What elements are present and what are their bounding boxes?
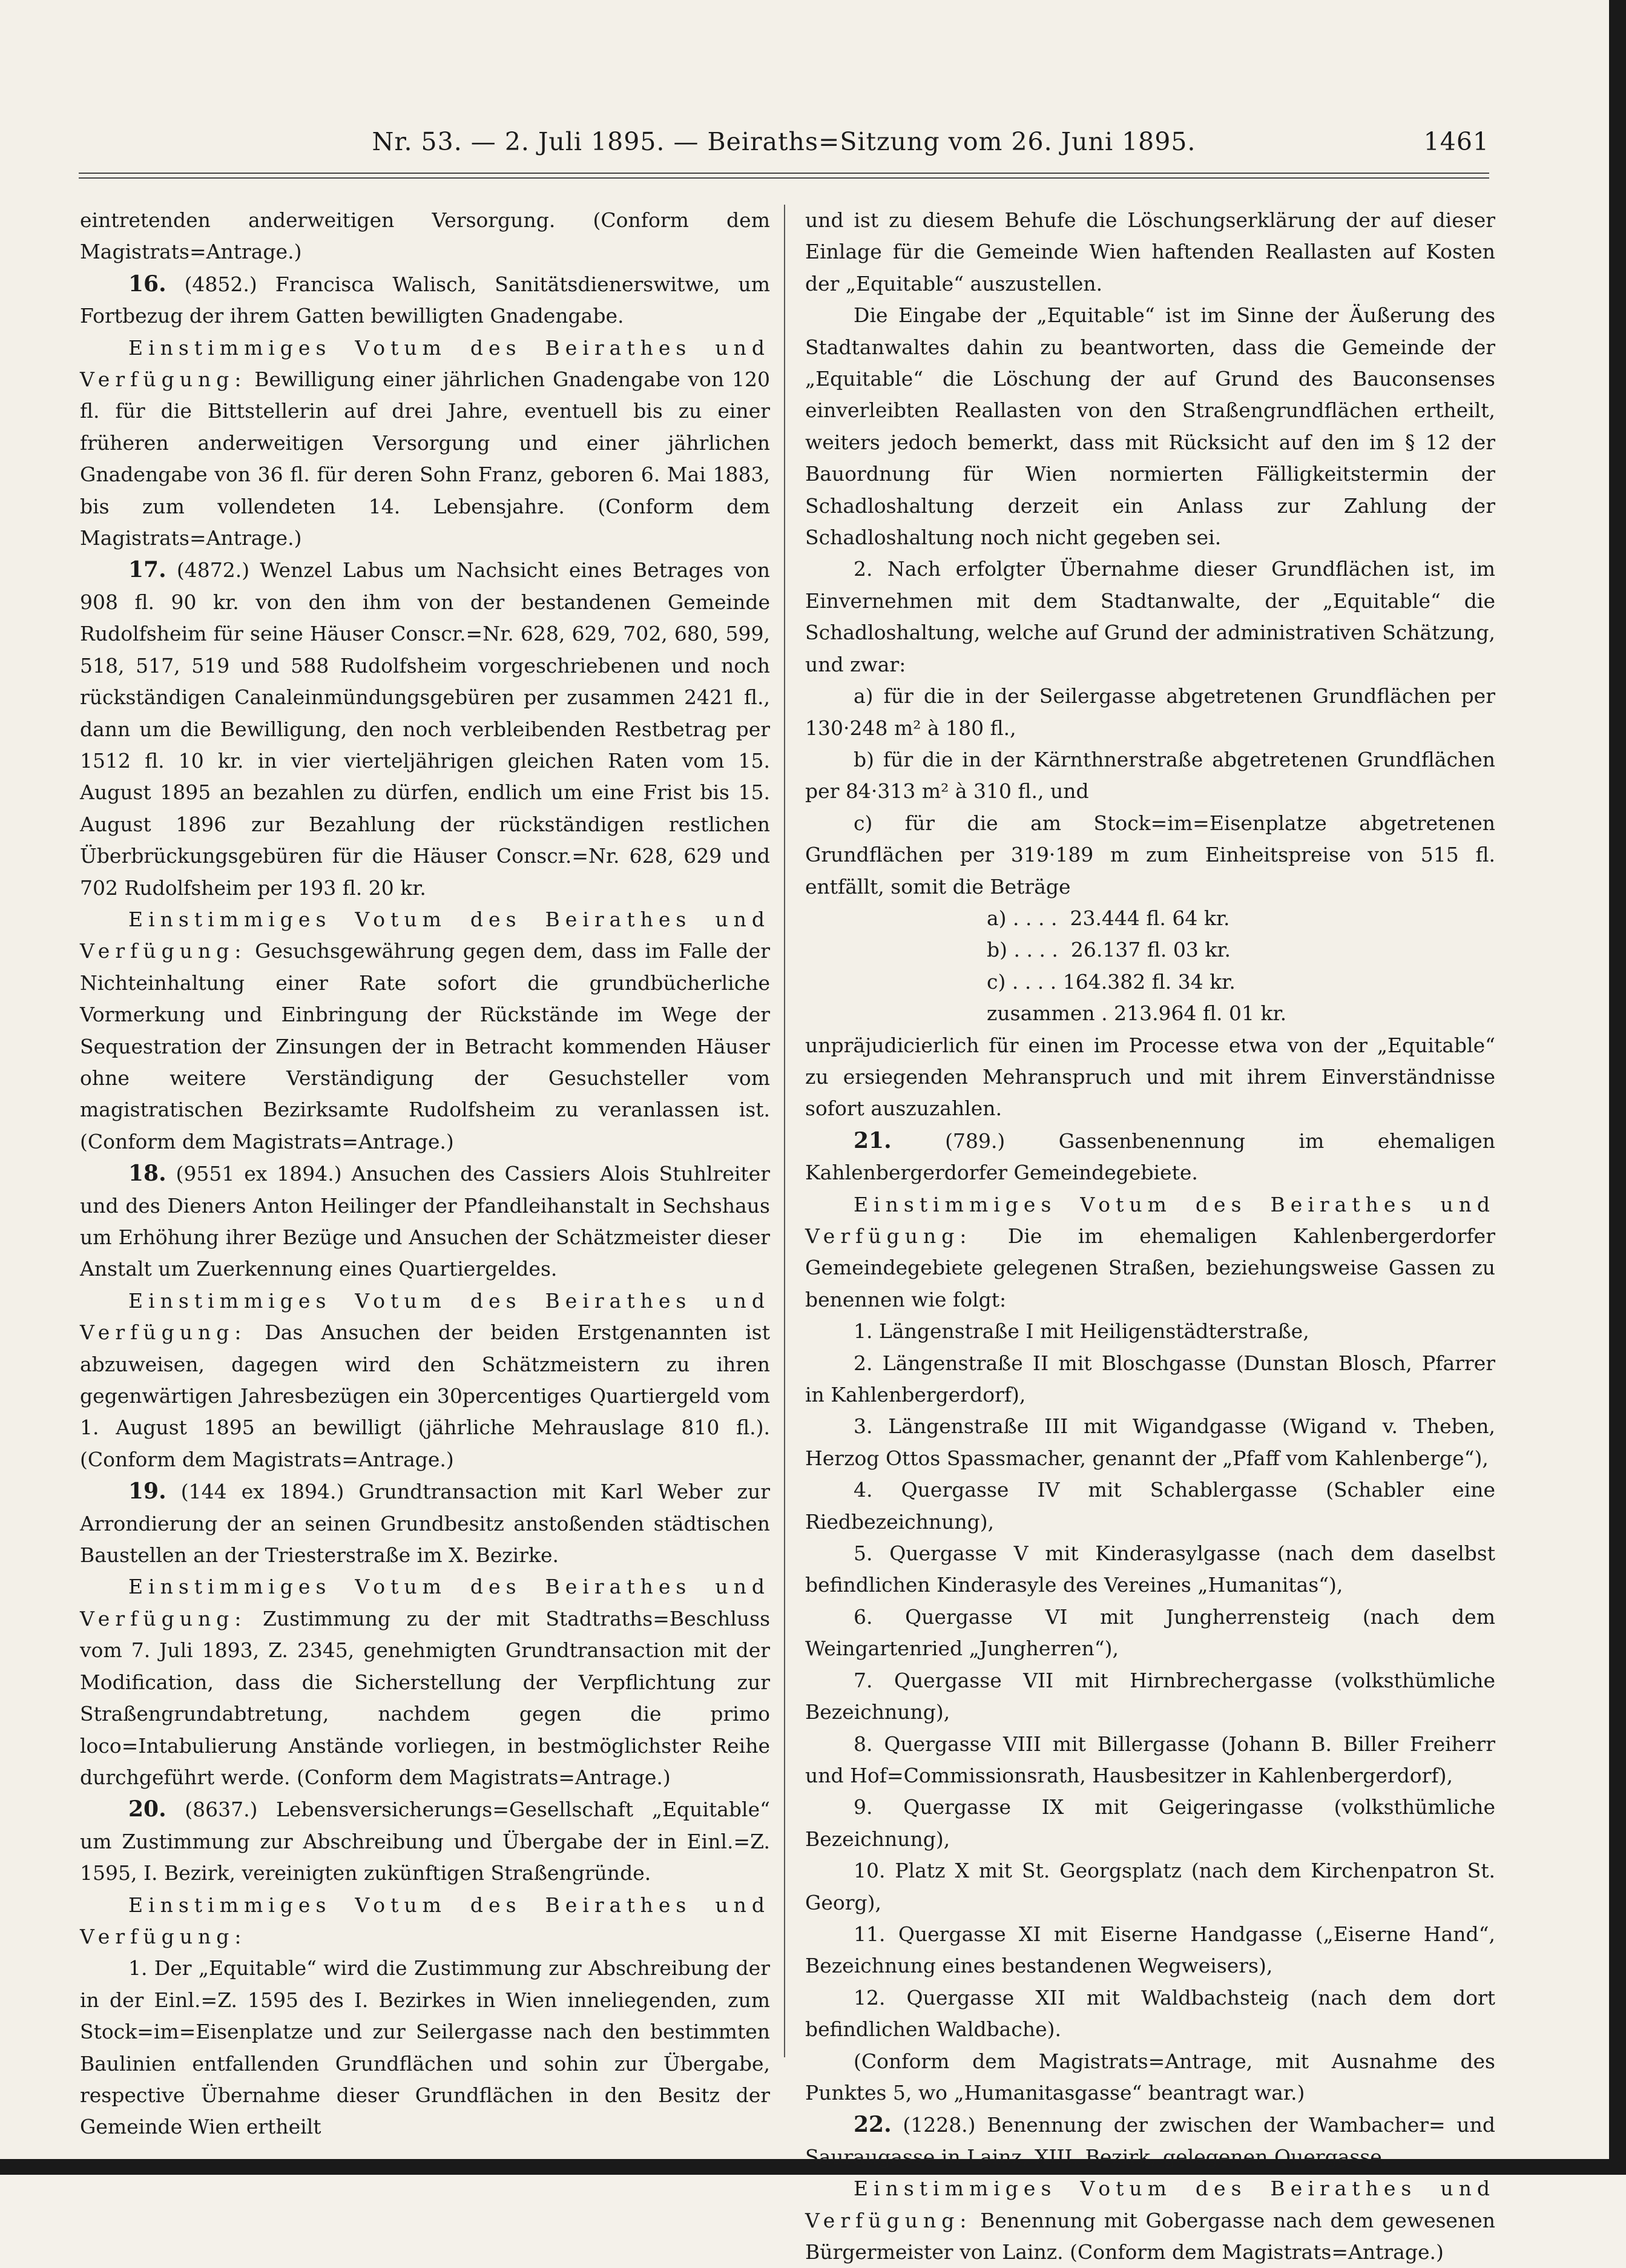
paragraph-text: a) für die in der Seilergasse abgetretenen Grundflächen per 130·248 m² à 180 fl., [805, 684, 1495, 740]
amount-text: zusammen . 213.964 fl. 01 kr. [987, 1001, 1287, 1026]
paragraph [805, 1538, 1495, 1601]
paragraph-text: 2. Längenstraße II mit Bloschgasse (Dunstan Blosch, Pfarrer in Kahlenbergerdorf), [805, 1351, 1495, 1407]
vote-label: Einstimmiges Votum des Beirathes und Verfügung: [80, 1893, 770, 1948]
item-number: 16. [128, 271, 166, 297]
item-number: 22. [854, 2112, 892, 2138]
paragraph [805, 1665, 1495, 1729]
vote-text: Das Ansuchen der beiden Erstgenannten ist abzuweisen, dagegen wird den Schätzmeistern zu ihren gegenwärtigen Jahresbezügen ein 30percentiges Quartiergeld vom 1. August 1895 an bewilligt (jährliche Mehrauslage 810 fl.). (Conform dem Magistrats=Antrage.) [80, 1320, 770, 1471]
paragraph [805, 1855, 1495, 1919]
continued-paragraph [80, 205, 770, 268]
agenda-item [805, 1125, 1495, 1189]
paragraph [805, 1601, 1495, 1665]
paragraph-text: Die Eingabe der „Equitable“ ist im Sinne der Äußerung des Stadtanwaltes dahin zu beantworten, dass die Gemeinde der „Equitable“ die Löschung der auf Grund des Bauconsenses einverleibten Reallasten von den Straßengrundflächen ertheilt, weiters jedoch bemerkt, dass mit Rücksicht auf den im § 12 der Bauordnung für Wien normierten Fälligkeitstermin der Schadloshaltung derzeit ein Anlass zur Zahlung der Schadloshaltung noch nicht gegeben sei. [805, 303, 1495, 550]
vote-text: Benennung mit Gobergasse nach dem gewesenen Bürgermeister von Lainz. (Conform dem Magistrats=Antrage.) [805, 2208, 1495, 2264]
amount-text: c) . . . . 164.382 fl. 34 kr. [987, 969, 1236, 994]
vote-paragraph [80, 1571, 770, 1793]
paragraph-text: 7. Quergasse VII mit Hirnbrechergasse (volksthümliche Bezeichnung), [805, 1668, 1495, 1724]
paragraph-text: 1. Der „Equitable“ wird die Zustimmung zur Abschreibung der in der Einl.=Z. 1595 des I. Bezirkes in Wien inneliegenden, zum Stock=im=Eisenplatze und zur Seilergasse nach den bestimmten Baulinien entfallenden Grundflächen und sohin zur Übergabe, respective Übernahme dieser Grundflächen in den Besitz der Gemeinde Wien ertheilt [80, 1956, 770, 2139]
vote-label: Einstimmiges Votum des Beirathes und Verfügung: [80, 1288, 770, 1345]
paragraph [805, 1729, 1495, 1792]
paragraph-text: unpräjudicierlich für einen im Processe etwa von der „Equitable“ zu ersiegenden Mehranspruch und mit ihrem Einverständnisse sofort auszuzahlen. [805, 1033, 1495, 1121]
vote-paragraph [80, 904, 770, 1158]
paragraph-text: 5. Quergasse V mit Kinderasylgasse (nach dem daselbst befindlichen Kinderasyle des Vereines „Humanitas“), [805, 1541, 1495, 1597]
paragraph-text: (Conform dem Magistrats=Antrage, mit Ausnahme des Punktes 5, wo „Humanitasgasse“ beantragt war.) [805, 2049, 1495, 2105]
paragraph [805, 2046, 1495, 2109]
item-text: (4852.) Francisca Walisch, Sanitätsdienerswitwe, um Fortbezug der ihrem Gatten bewilligten Gnadengabe. [80, 272, 770, 328]
vote-label: Einstimmiges Votum des Beirathes und Verfügung: [805, 1192, 1495, 1248]
amount-line [805, 934, 1495, 966]
agenda-item [80, 554, 770, 903]
column-divider [784, 205, 785, 2057]
page-number: 1461 [1423, 127, 1489, 156]
vote-paragraph [805, 1189, 1495, 1316]
item-text: (144 ex 1894.) Grundtransaction mit Karl Weber zur Arrondierung der an seinen Grundbesitz anstoßenden städtischen Baustellen an der Triesterstraße im X. Bezirke. [80, 1480, 770, 1567]
agenda-item [80, 1793, 770, 1889]
paragraph-text: 11. Quergasse XI mit Eiserne Handgasse („Eiserne Hand“, Bezeichnung eines bestandenen Wegweisers), [805, 1922, 1495, 1978]
vote-label: Einstimmiges Votum des Beirathes und Verfügung: [805, 2177, 1495, 2232]
header-rule [79, 173, 1489, 179]
item-text: (8637.) Lebensversicherungs=Gesellschaft „Equitable“ um Zustimmung zur Abschreibung und Übergabe der in Einl.=Z. 1595, I. Bezirk, vereinigten zukünftigen Straßengründe. [80, 1798, 770, 1885]
vote-paragraph [80, 332, 770, 555]
paragraph [805, 553, 1495, 681]
paragraph-text: 12. Quergasse XII mit Waldbachsteig (nach dem dort befindlichen Waldbache). [805, 1985, 1495, 2042]
paragraph [805, 1982, 1495, 2046]
vote-text: Die im ehemaligen Kahlenbergerdorfer Gemeindegebiete gelegenen Straßen, beziehungsweise Gassen zu benennen wie folgt: [805, 1224, 1495, 1311]
paragraph-text: 6. Quergasse VI mit Jungherrensteig (nach dem Weingartenried „Jungherren“), [805, 1604, 1495, 1661]
paragraph [805, 808, 1495, 903]
amount-text: a) . . . . 23.444 fl. 64 kr. [987, 906, 1230, 930]
item-number: 20. [128, 1796, 166, 1822]
paragraph [805, 1474, 1495, 1538]
vote-label: Einstimmiges Votum des Beirathes und Verfügung: [80, 907, 770, 963]
item-text: (1228.) Benennung der zwischen der Wambacher= und Sauraugasse in Lainz, XIII. Bezirk, gelegenen Quergasse. [805, 2113, 1495, 2169]
paragraph [80, 1953, 770, 2143]
amount-text: b) . . . . 26.137 fl. 03 kr. [987, 938, 1231, 962]
paragraph [805, 681, 1495, 744]
paragraph [805, 300, 1495, 553]
vote-text: Gesuchsgewährung gegen dem, dass im Falle der Nichteinhaltung einer Rate sofort die grundbücherliche Vormerkung und Einbringung der Rückstände im Wege der Sequestration der Zinsungen der in Betracht kommenden Häuser ohne weitere Verständigung der Gesuchsteller vom magistratischen Bezirksamte Rudolfsheim zu veranlassen ist. (Conform dem Magistrats=Antrage.) [80, 939, 770, 1153]
paragraph-text: 2. Nach erfolgter Übernahme dieser Grundflächen ist, im Einvernehmen mit dem Stadtanwalte, der „Equitable“ die Schadloshaltung, welche auf Grund der administrativen Schätzung, und zwar: [805, 557, 1495, 676]
paragraph-text: 3. Längenstraße III mit Wigandgasse (Wigand v. Theben, Herzog Ottos Spassmacher, genannt der „Pfaff vom Kahlenberge“), [805, 1414, 1495, 1470]
page-header [79, 127, 1489, 163]
agenda-item [80, 268, 770, 332]
left-column [80, 205, 770, 2143]
paragraph-text: c) für die am Stock=im=Eisenplatze abgetretenen Grundflächen per 319·189 m zum Einheitspreise von 515 fl. entfällt, somit die Beträge [805, 811, 1495, 898]
paragraph-text: 8. Quergasse VIII mit Billergasse (Johann B. Biller Freiherr und Hof=Commissionsrath, Hausbesitzer in Kahlenbergerdorf), [805, 1732, 1495, 1787]
paragraph-text: und ist zu diesem Behufe die Löschungserklärung der auf dieser Einlage für die Gemeinde Wien haftenden Reallasten auf Kosten der „Equitable“ auszustellen. [805, 208, 1495, 295]
item-text: (9551 ex 1894.) Ansuchen des Cassiers Alois Stuhlreiter und des Dieners Anton Heilinger der Pfandleihanstalt in Sechshaus um Erhöhung ihrer Bezüge und Ansuchen der Schätzmeister dieser Anstalt um Zuerkennung eines Quartiergeldes. [80, 1162, 770, 1281]
paragraph [805, 1316, 1495, 1347]
vote-label: Einstimmiges Votum des Beirathes und Verfügung: [80, 335, 770, 392]
item-number: 17. [128, 557, 166, 583]
agenda-item [805, 2109, 1495, 2173]
vote-paragraph [80, 1890, 770, 1953]
vote-paragraph [80, 1285, 770, 1475]
amount-line [805, 998, 1495, 1029]
paragraph [805, 1411, 1495, 1474]
continued-paragraph [805, 1030, 1495, 1125]
paragraph [805, 1348, 1495, 1411]
vote-text: Bewilligung einer jährlichen Gnadengabe von 120 fl. für die Bittstellerin auf drei Jahre, eventuell bis zu einer früheren anderweitigen Versorgung und einer jährlichen Gnadengabe von 36 fl. für deren Sohn Franz, geboren 6. Mai 1883, bis zum vollendeten 14. Lebensjahre. (Conform dem Magistrats=Antrage.) [80, 368, 770, 550]
paragraph [805, 1919, 1495, 1982]
continued-paragraph [805, 205, 1495, 300]
paragraph-text: 10. Platz X mit St. Georgsplatz (nach dem Kirchenpatron St. Georg), [805, 1859, 1495, 1914]
paragraph [805, 744, 1495, 808]
item-number: 21. [854, 1127, 892, 1153]
agenda-item [80, 1475, 770, 1571]
paragraph-text: eintretenden anderweitigen Versorgung. (Conform dem Magistrats=Antrage.) [80, 208, 770, 264]
paragraph-text: 4. Quergasse IV mit Schablergasse (Schabler eine Riedbezeichnung), [805, 1478, 1495, 1534]
paragraph-text: 9. Quergasse IX mit Geigeringasse (volksthümliche Bezeichnung), [805, 1795, 1495, 1851]
header-title: Nr. 53. — 2. Juli 1895. — Beiraths=Sitzung vom 26. Juni 1895. [372, 127, 1196, 156]
paragraph [805, 1792, 1495, 1855]
vote-text: Zustimmung zu der mit Stadtraths=Beschluss vom 7. Juli 1893, Z. 2345, genehmigten Grundtransaction mit der Modification, dass die Sicherstellung der Verpflichtung zur Straßengrundabtretung, nachdem gegen die primo loco=Intabulierung Anstände vorliegen, in bestmöglichster Reihe durchgeführt werde. (Conform dem Magistrats=Antrage.) [80, 1606, 770, 1789]
right-column [805, 205, 1495, 2268]
item-number: 19. [128, 1478, 166, 1505]
amount-line [805, 903, 1495, 934]
item-text: (789.) Gassenbenennung im ehemaligen Kahlenbergerdorfer Gemeindegebiete. [805, 1129, 1495, 1185]
item-text: (4872.) Wenzel Labus um Nachsicht eines Betrages von 908 fl. 90 kr. von den ihm von der bestandenen Gemeinde Rudolfsheim für seine Häuser Conscr.=Nr. 628, 629, 702, 680, 599, 518, 517, 519 und 588 Rudolfsheim vorgeschriebenen und noch rückständigen Canaleinmündungsgebüren per zusammen 2421 fl., dann um die Bewilligung, den noch verbleibenden Restbetrag per 1512 fl. 10 kr. in vier vierteljährigen gleichen Raten vom 15. August 1895 an bezahlen zu dürfen, endlich um eine Frist bis 15. August 1896 zur Bezahlung der rückständigen restlichen Überbrückungsgebüren für die Häuser Conscr.=Nr. 628, 629 und 702 Rudolfsheim per 193 fl. 20 kr. [80, 558, 770, 900]
vote-paragraph [805, 2173, 1495, 2268]
agenda-item [80, 1158, 770, 1285]
paragraph-text: 1. Längenstraße I mit Heiligenstädterstraße, [854, 1319, 1309, 1343]
vote-label: Einstimmiges Votum des Beirathes und Verfügung: [80, 1575, 770, 1630]
amount-line [805, 966, 1495, 998]
item-number: 18. [128, 1161, 166, 1187]
paragraph-text: b) für die in der Kärnthnerstraße abgetretenen Grundflächen per 84·313 m² à 310 fl., und [805, 747, 1495, 803]
